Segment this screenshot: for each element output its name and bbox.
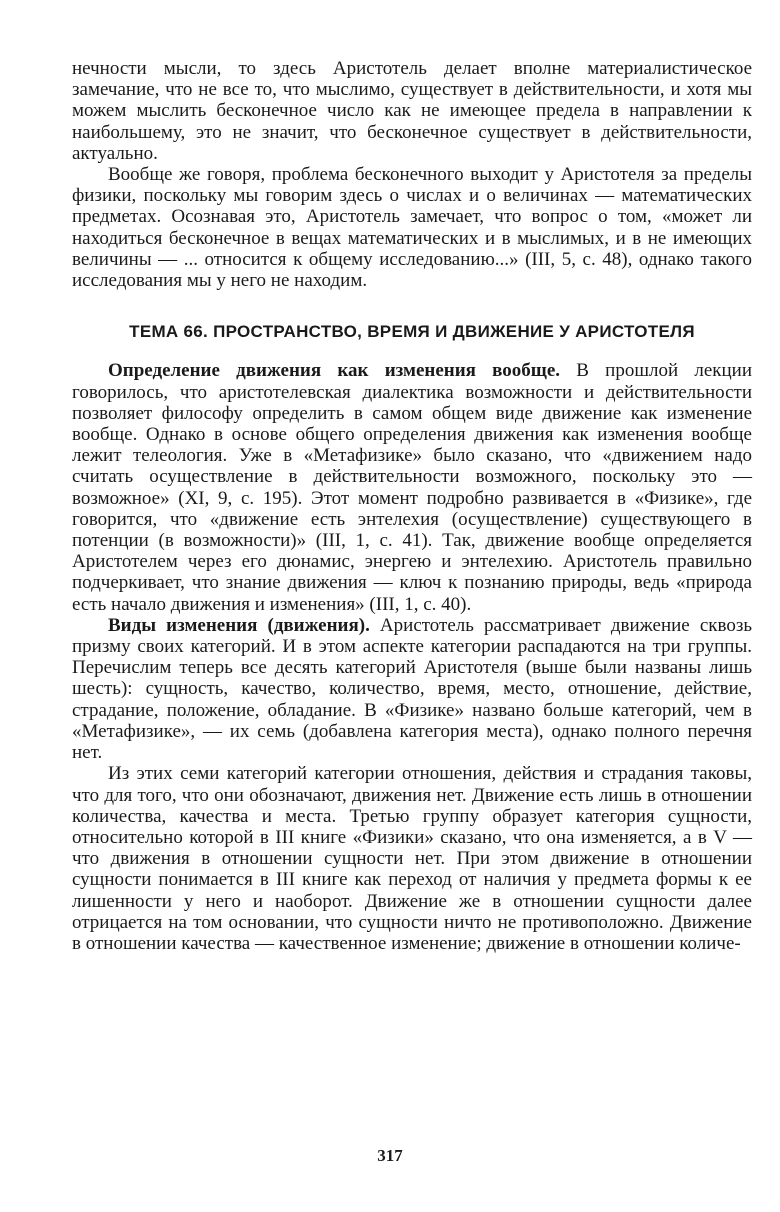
runin-heading-kinds-of-change: Виды изменения (движения).: [108, 614, 370, 636]
runin-heading-motion-definition: Определение движения как изменения вообще.: [108, 360, 561, 382]
paragraph-motion-definition-text: В прошлой лекции говорилось, что аристотелевская диалектика возможности и действительности позволяет философу определить в самом общем виде движение как изменение вообще. Однако в основе общего определения движения как изменения вообще лежит телеология. Уже в «Метафизике» было сказано, что «движением надо считать осуществление в действительности возможного, поскольку это — возможное» (XI, 9, с. 195). Этот момент подробно развивается в «Физике», где говорится, что «движение есть энтелехия (осуществление) существующего в потенции (в возможности)» (III, 1, с. 41). Так, движение вообще определяется Аристотелем через его дюнамис, энергею и энтелехию. Аристотель правильно подчеркивает, что знание движения — ключ к познанию природы, ведь «природа есть начало движения и изменения» (III, 1, с. 40).: [72, 360, 752, 615]
paragraph-continuation: нечности мысли, то здесь Аристотель делает вполне материалистическое замечание, что не все то, что мыслимо, существует в действительности, и хотя мы можем мыслить бесконечное число как не имеющее предела в направлении к наибольшему, это не значит, что бесконечное существует в действительности, актуально.: [72, 58, 752, 164]
page-number: 317: [377, 1146, 403, 1165]
paragraph-motion-definition: [72, 360, 752, 614]
paragraph-infinite-problem: Вообще же говоря, проблема бесконечного выходит у Аристотеля за пределы физики, поскольку мы говорим здесь о числах и о величинах — математических предметах. Осознавая это, Аристотель замечает, что вопрос о том, «может ли находиться бесконечное в вещах математических и в мыслимых, и в не имеющих величины — ... относится к общему исследованию...» (III, 5, с. 48), однако такого исследования мы у него не находим.: [72, 164, 752, 292]
section-heading: ТЕМА 66. ПРОСТРАНСТВО, ВРЕМЯ И ДВИЖЕНИЕ У АРИСТОТЕЛЯ: [129, 322, 695, 342]
paragraph-kinds-of-change: [72, 615, 752, 763]
paragraph-seven-categories: Из этих семи категорий категории отношения, действия и страдания таковы, что для того, что они обозначают, движения нет. Движение есть лишь в отношении количества, качества и места. Третью группу образует категория сущности, относительно которой в III книге «Физики» сказано, что она изменяется, а в V — что движения в отношении сущности нет. При этом движение в отношении сущности понимается в III книге как переход от наличия у предмета формы к ее лишенности у него и наоборот. Движение же в отношении сущности далее отрицается на том основании, что сущности ничто не противоположно. Движение в отношении качества — качественное изменение; движение в отношении количе-: [72, 763, 752, 954]
paragraph-kinds-of-change-text: Аристотель рассматривает движение сквозь призму своих категорий. И в этом аспекте категории распадаются на три группы. Перечислим теперь все десять категорий Аристотеля (выше были названы лишь шесть): сущность, качество, количество, время, место, отношение, действие, страдание, положение, обладание. В «Физике» названо больше категорий, чем в «Метафизике», — их семь (добавлена категория места), однако полного перечня нет.: [72, 614, 752, 764]
page-text-block: [72, 58, 752, 954]
